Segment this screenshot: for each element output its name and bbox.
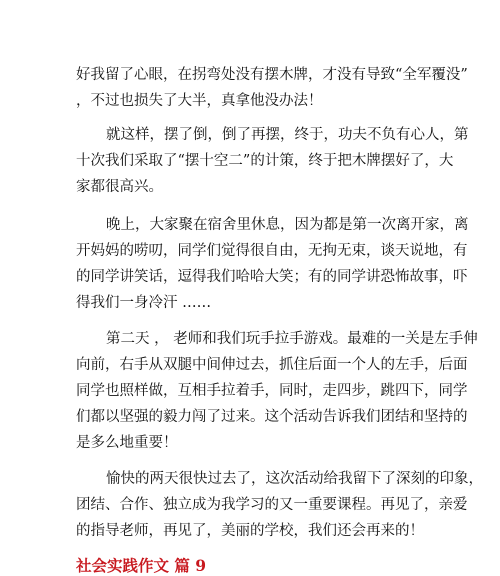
p3-line-2: 开妈妈的唠叨，同学们觉得很自由，无拘无束，谈天说地，有	[76, 243, 468, 259]
p4-line-1: 第二天 ， 老师和我们玩手拉手游戏。最难的一关是左手伸	[106, 331, 478, 347]
p3-line-3: 的同学讲笑话，逗得我们哈哈大笑；有的同学讲恐怖故事，吓	[76, 269, 468, 285]
p2-line-1: 就这样，摆了倒，倒了再摆，终于，功夫不负有心人，第	[106, 127, 469, 143]
p5-line-1: 愉快的两天很快过去了，这次活动给我留下了深刻的印象，	[106, 471, 483, 487]
p3-line-4: 得我们一身冷汗 ……	[76, 295, 212, 311]
p3-line-1: 晚上，大家聚在宿舍里休息，因为都是第一次离开家，离	[106, 217, 469, 233]
p4-line-2: 向前，右手从双腿中间伸过去，抓住后面一个人的左手，后面	[76, 357, 468, 373]
p5-line-3: 的指导老师，再见了，美丽的学校，我们还会再来的！	[76, 523, 424, 539]
p4-line-4: 们都以坚强的毅力闯了过来。这个活动告诉我们团结和坚持的	[76, 409, 468, 425]
p4-line-3: 同学也照样做，互相手拉着手，同时，走四步，跳四下，同学	[76, 383, 468, 399]
section-heading: 社会实践作文 篇 9	[76, 556, 207, 575]
p2-line-2: 十次我们采取了“摆十空二”的计策，终于把木牌摆好了，大	[76, 153, 454, 169]
p4-line-5: 是多么地重要！	[76, 435, 178, 451]
p1-line-2: ，不过也损失了大半，真拿他没办法！	[76, 93, 323, 109]
p5-line-2: 团结、合作、独立成为我学习的又一重要课程。再见了，亲爱	[76, 497, 468, 513]
p2-line-3: 家都很高兴。	[76, 179, 163, 195]
p1-line-1: 好我留了心眼，在拐弯处没有摆木牌，才没有导致“全军覆没”	[76, 67, 468, 83]
